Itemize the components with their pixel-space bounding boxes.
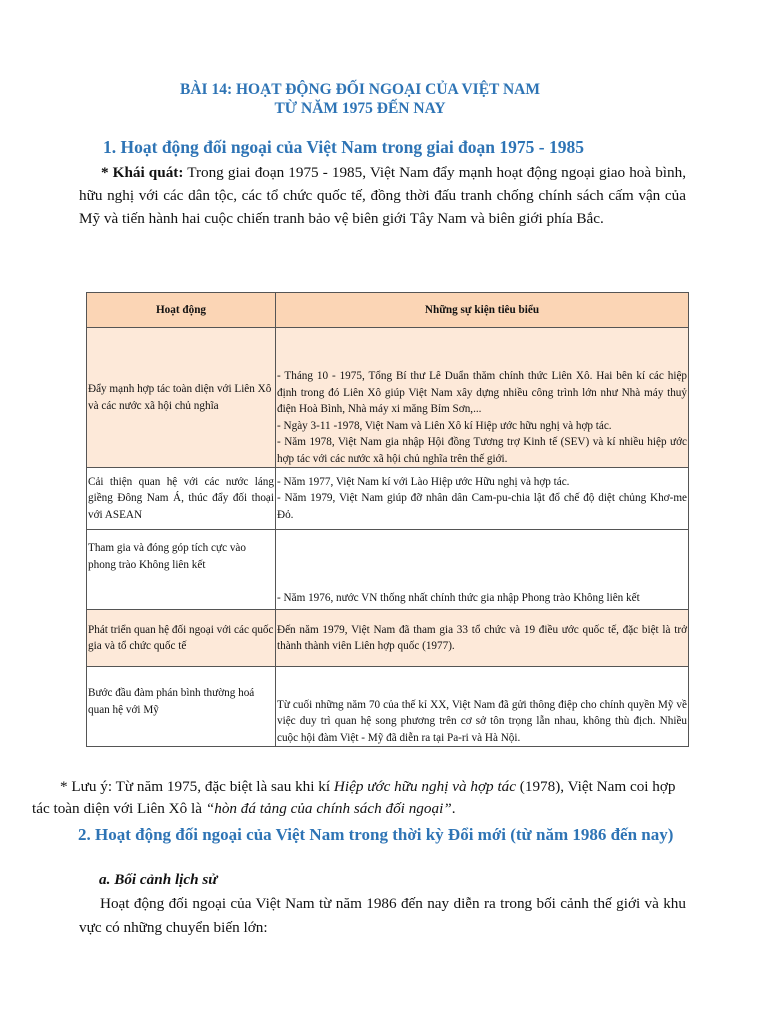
events-table bbox=[86, 292, 689, 747]
note-paragraph bbox=[32, 776, 677, 820]
activity-cell: Phát triển quan hệ đối ngoại với các quốc gia và tổ chức quốc tế bbox=[87, 610, 276, 667]
event-item: - Ngày 3-11 -1978, Việt Nam và Liên Xô kí Hiệp ước hữu nghị và hợp tác. bbox=[277, 419, 612, 432]
event-item: - Tháng 10 - 1975, Tổng Bí thư Lê Duẩn thăm chính thức Liên Xô. Hai bên kí các hiệp định trong đó Liên Xô giúp Việt Nam xây dựng nhiều công trình lớn như Nhà máy thuỷ điện Hoà Bình, Nhà máy xi măng Bỉm Sơn,... bbox=[277, 370, 687, 415]
event-item: - Năm 1977, Việt Nam kí với Lào Hiệp ước Hữu nghị và hợp tác. bbox=[277, 475, 570, 488]
section2-heading: 2. Hoạt động đối ngoại của Việt Nam trong thời kỳ Đổi mới (từ năm 1986 đến nay) bbox=[78, 825, 674, 844]
events-cell bbox=[276, 468, 689, 530]
table-row bbox=[87, 468, 689, 530]
summary-text: Trong giai đoạn 1975 - 1985, Việt Nam đẩy mạnh hoạt động ngoại giao hoà bình, hữu nghị với các dân tộc, các tổ chức quốc tế, đồng thời đấu tranh chống chính sách cấm vận của Mỹ và tiến hành hai cuộc chiến tranh bảo vệ biên giới Tây Nam và biên giới phía Bắc. bbox=[79, 164, 686, 227]
lesson-title-line1: BÀI 14: HOẠT ĐỘNG ĐỐI NGOẠI CỦA VIỆT NAM bbox=[180, 81, 540, 98]
note-prefix: * Lưu ý: Từ năm 1975, đặc biệt là sau khi kí bbox=[60, 778, 334, 795]
events-cell bbox=[276, 610, 689, 667]
table-row bbox=[87, 328, 689, 468]
section2-text: Hoạt động đối ngoại của Việt Nam từ năm 1986 đến nay diễn ra trong bối cảnh thế giới và khu vực có những chuyển biến lớn: bbox=[79, 895, 686, 936]
lesson-title-line2: TỪ NĂM 1975 ĐẾN NAY bbox=[274, 100, 446, 117]
section1-heading: 1. Hoạt động đối ngoại của Việt Nam trong giai đoạn 1975 - 1985 bbox=[103, 137, 584, 157]
events-cell bbox=[276, 328, 689, 468]
activity-cell: Cải thiện quan hệ với các nước láng giềng Đông Nam Á, thúc đẩy đối thoại với ASEAN bbox=[87, 468, 276, 530]
event-item: - Năm 1979, Việt Nam giúp đỡ nhân dân Cam-pu-chia lật đổ chế độ diệt chủng Khơ-me Đỏ. bbox=[277, 492, 687, 521]
event-item: Đến năm 1979, Việt Nam đã tham gia 33 tổ chức và 19 điều ước quốc tế, đặc biệt là trở thành thành viên Liên hợp quốc (1977). bbox=[277, 623, 687, 652]
activity-cell: Tham gia và đóng góp tích cực vào phong trào Không liên kết bbox=[87, 530, 276, 610]
table-header-row bbox=[87, 293, 689, 328]
note-suffix: . bbox=[451, 800, 456, 817]
note-quote: “hòn đá tảng của chính sách đối ngoại” bbox=[205, 800, 452, 817]
lesson-title bbox=[0, 80, 720, 118]
note-middle: (1978), Việt Nam coi hợp tác toàn diện với Liên Xô là bbox=[32, 778, 676, 817]
note-treaty: Hiệp ước hữu nghị và hợp tác bbox=[333, 778, 516, 795]
events-cell bbox=[276, 667, 689, 747]
section2-sub-a: a. Bối cảnh lịch sử bbox=[99, 871, 218, 888]
events-cell bbox=[276, 530, 689, 610]
header-activity: Hoạt động bbox=[87, 293, 276, 328]
table-row bbox=[87, 667, 689, 747]
table-row bbox=[87, 530, 689, 610]
activity-cell: Đẩy mạnh hợp tác toàn diện với Liên Xô và các nước xã hội chủ nghĩa bbox=[87, 328, 276, 468]
event-item: - Năm 1978, Việt Nam gia nhập Hội đồng Tương trợ Kinh tế (SEV) và kí nhiều hiệp ước hợp tác với các nước xã hội chủ nghĩa trên thế giới. bbox=[277, 436, 687, 465]
table-row bbox=[87, 610, 689, 667]
event-item: Từ cuối những năm 70 của thế kỉ XX, Việt Nam đã gửi thông điệp cho chính quyền Mỹ về việc duy trì quan hệ song phương trên cơ sở tôn trọng lẫn nhau, không thù địch. Nhiều cuộc hội đàm Việt - Mỹ đã diễn ra tại Pa-ri và Hà Nội. bbox=[277, 698, 687, 744]
header-events: Những sự kiện tiêu biểu bbox=[276, 293, 689, 328]
event-item: - Năm 1976, nước VN thống nhất chính thức gia nhập Phong trào Không liên kết bbox=[277, 591, 640, 604]
summary-label: * Khái quát: bbox=[101, 164, 184, 181]
activity-cell: Bước đầu đàm phán bình thường hoá quan hệ với Mỹ bbox=[87, 667, 276, 747]
section1-summary bbox=[79, 161, 686, 230]
